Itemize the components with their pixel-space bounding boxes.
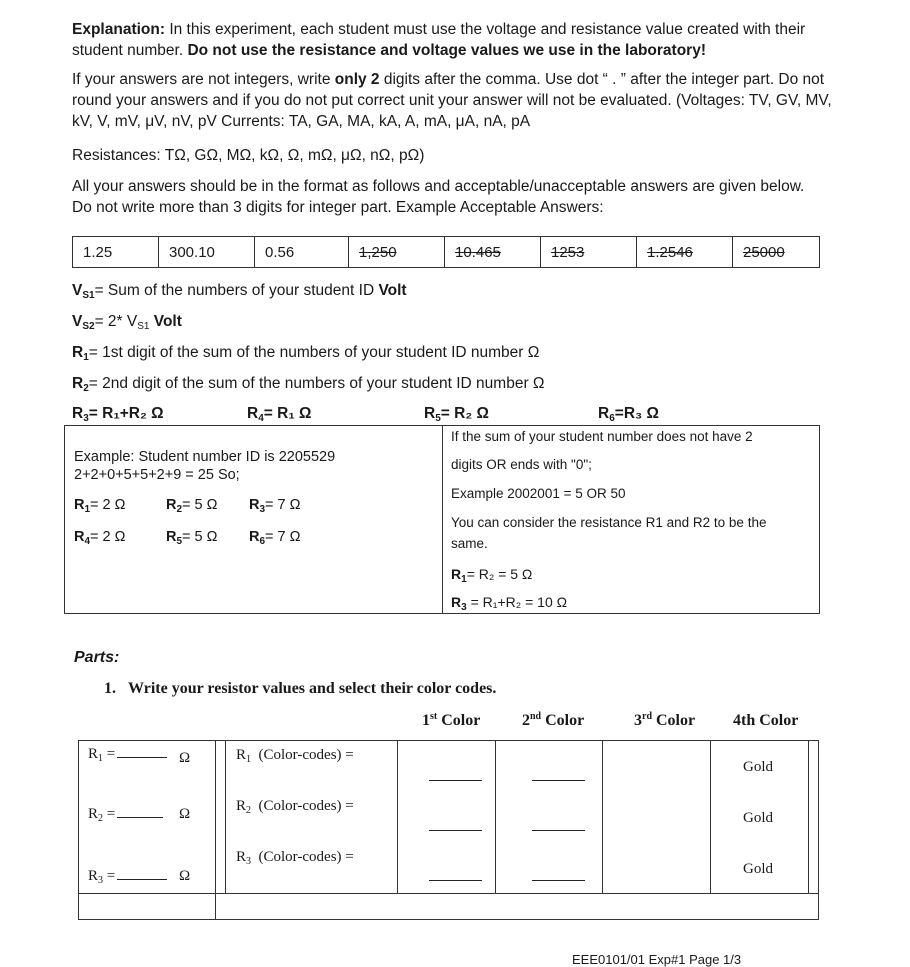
r1-color-codes-label: $R_1$ (Color-codes) = — [236, 747, 354, 765]
r3-4th-color: Gold — [743, 861, 773, 877]
col-header-2nd: 2nd Color — [522, 711, 585, 729]
r1-2nd-color-blank[interactable] — [532, 780, 585, 781]
format-rules-paragraph: If your answers are not integers, write only 2 digits after the comma. Use dot “ . ” after the integer part. Do not round your answers and if you do not put correct unit your answer will not be evaluated. (Voltages: TV, GV, MV, kV, V, mV, μV, nV, pV Currents: TA, GA, MA, kA, A, mA, μA, nA, pA — [72, 71, 832, 130]
example-student-id: Example: Student number ID is 2205529 2+2+0+5+5+2+9 = 25 So; — [74, 449, 336, 483]
explanation-label: Explanation: — [72, 21, 166, 38]
r5-definition: $R_5= R_2$ Ω — [424, 405, 489, 424]
explanation-text: In this experiment, each student must use the voltage and resistance value created with their student number. — [72, 21, 806, 59]
r3-1st-color-blank[interactable] — [429, 880, 482, 881]
r2-value-label: $R_2$ = — [88, 806, 163, 823]
parts-heading: Parts: — [74, 649, 120, 666]
example-answer-rejected: 1,250 — [349, 237, 445, 268]
r6-definition: $R_6=R_3$ Ω — [598, 405, 659, 424]
r1-4th-color: Gold — [743, 759, 773, 775]
question-1: 1. Write your resistor values and select their color codes. — [104, 680, 497, 697]
r3-definition: $R_3= R_1+R_2$ Ω — [72, 405, 164, 424]
vs2-definition: $V_{S2}= 2*$ $V_{S1}$ Volt — [72, 313, 182, 332]
vs1-definition: $V_{S1}=$ Sum of the numbers of your student ID Volt — [72, 282, 407, 301]
example-answers-table — [72, 236, 820, 268]
note-r3: $R_3 = R_1+R_2 = 10$ Ω — [451, 594, 568, 613]
note-text: If the sum of your student number does not have 2 digits OR ends with "0"; Example 2002001 = 5 OR 50 You can consider the resistance R1 and R2 to be the same. — [451, 429, 767, 551]
r4-definition: $R_4= R_1$ Ω — [247, 405, 312, 424]
col-header-1st: 1st Color — [422, 711, 481, 729]
explanation-warning: Do not use the resistance and voltage values we use in the laboratory! — [187, 42, 706, 59]
example-answer-rejected: 25000 — [733, 237, 820, 268]
example-answer-rejected: 1253 — [541, 237, 637, 268]
r3-value-blank[interactable] — [117, 879, 167, 880]
format-paragraph: All your answers should be in the format as follows and acceptable/unacceptable answers are given below. Do not write more than 3 digits for integer part. Example Acceptable Answers: — [72, 178, 805, 216]
r1-value-blank[interactable] — [117, 757, 167, 758]
example-r5: $R_5= 5$ Ω — [166, 529, 218, 547]
r3-color-codes-label: $R_3$ (Color-codes) = — [236, 849, 354, 867]
example-r6: $R_6= 7$ Ω — [249, 529, 301, 547]
example-r2: $R_2= 5$ Ω — [166, 497, 218, 515]
example-answers-row — [73, 237, 820, 268]
r1-1st-color-blank[interactable] — [429, 780, 482, 781]
example-box-divider — [442, 425, 443, 614]
r3-value-label: $R_3$ = — [88, 868, 167, 885]
r2-1st-color-blank[interactable] — [429, 830, 482, 831]
example-answer-rejected: 10.465 — [445, 237, 541, 268]
example-answer: 0.56 — [255, 237, 349, 268]
col-header-3rd: 3rd Color — [634, 711, 696, 729]
r2-2nd-color-blank[interactable] — [532, 830, 585, 831]
example-r4: $R_4= 2$ Ω — [74, 529, 126, 547]
col-header-4th: 4th Color — [733, 712, 799, 729]
r2-4th-color: Gold — [743, 810, 773, 826]
example-answer: 1.25 — [73, 237, 159, 268]
explanation-paragraph — [72, 19, 832, 61]
example-r3: $R_3= 7$ Ω — [249, 497, 301, 515]
example-answer: 300.10 — [159, 237, 255, 268]
r2-value-blank[interactable] — [117, 817, 163, 818]
note-r1r2: $R_1= R_2 = 5$ Ω — [451, 566, 533, 585]
r2-color-codes-label: $R_2$ (Color-codes) = — [236, 798, 354, 816]
r1-definition: $R_1= 1st$ digit of the sum of the numbers of your student ID number Ω — [72, 344, 540, 363]
r2-definition: $R_2= 2nd$ digit of the sum of the numbers of your student ID number Ω — [72, 375, 545, 394]
resistance-units: Resistances: TΩ, GΩ, MΩ, kΩ, Ω, mΩ, μΩ, nΩ, pΩ) — [72, 147, 425, 164]
example-r1: $R_1= 2$ Ω — [74, 497, 126, 515]
page-footer: EEE0101/01 Exp#1 Page 1/3 — [572, 952, 742, 967]
r1-unit: Ω — [179, 750, 191, 766]
r2-unit: Ω — [179, 806, 191, 822]
example-answer-rejected: 1.2546 — [637, 237, 733, 268]
r3-unit: Ω — [179, 868, 191, 884]
r3-2nd-color-blank[interactable] — [532, 880, 585, 881]
r1-value-label: $R_1$ = — [88, 746, 167, 763]
